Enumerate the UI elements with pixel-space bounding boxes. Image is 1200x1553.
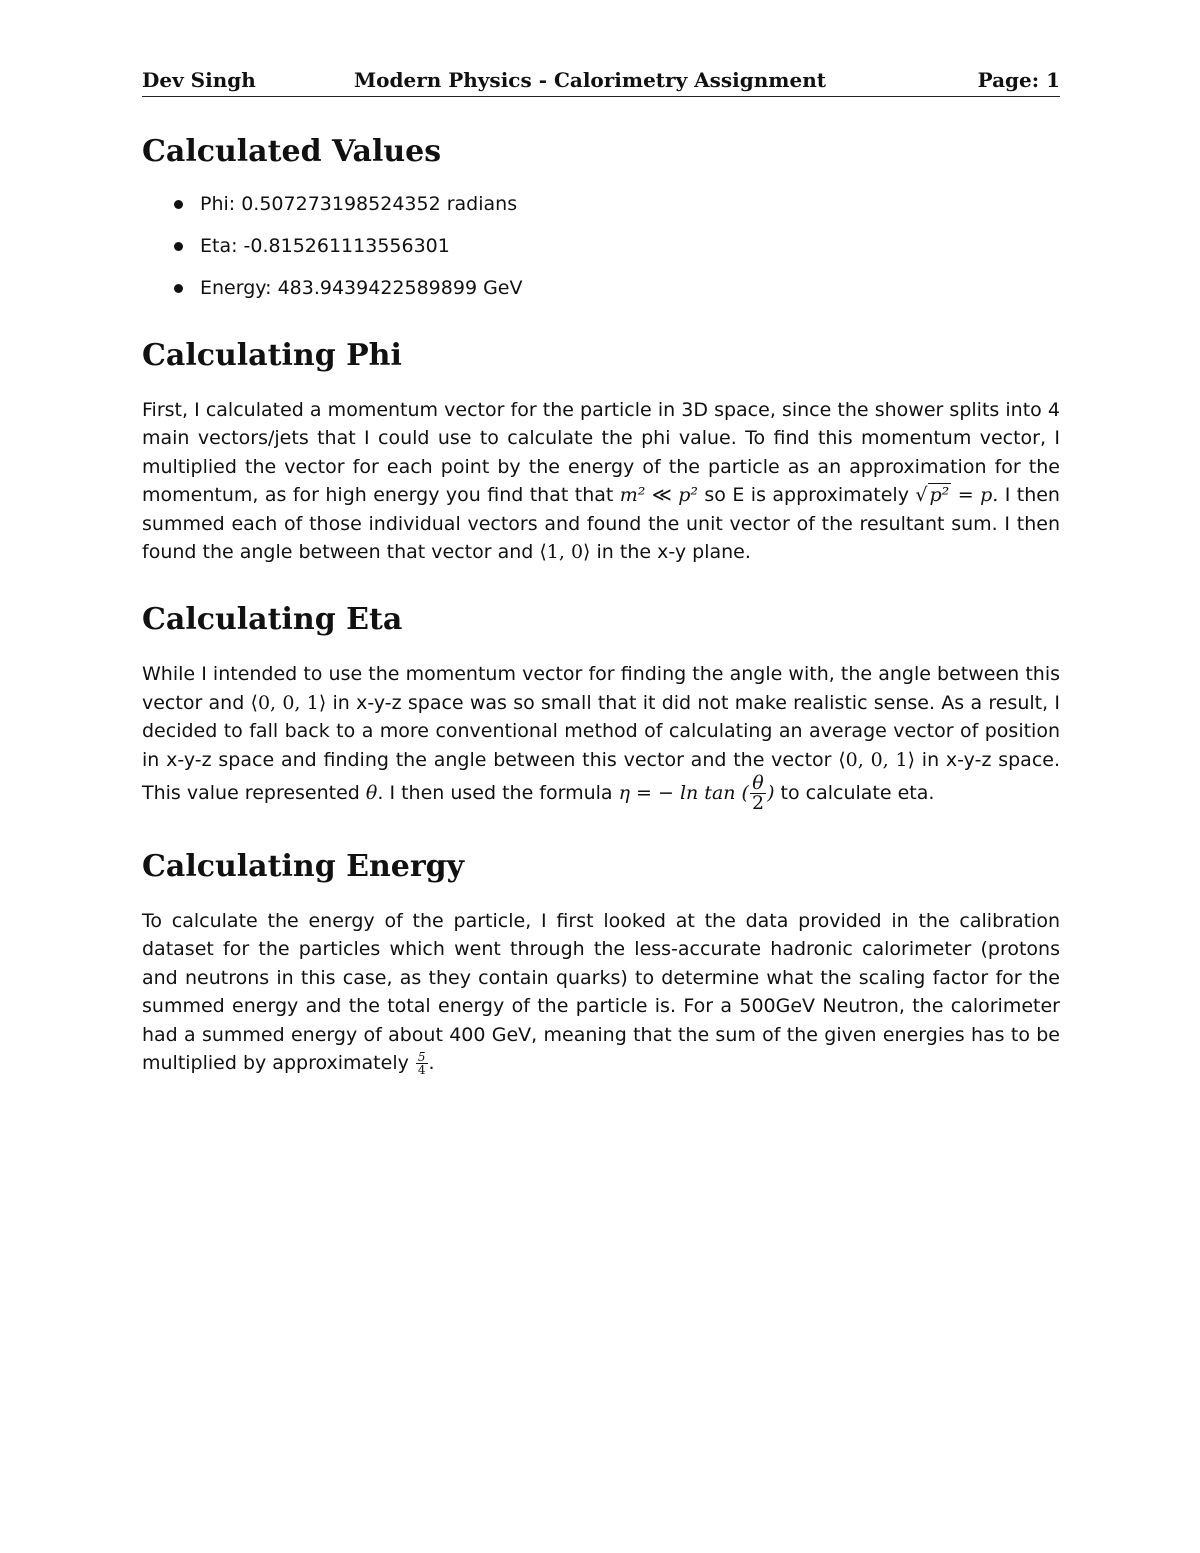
section-calculated-values <box>142 128 1060 302</box>
eta-text-1: While I intended to use the momentum vector for finding the angle with, the angle between this vector and <box>142 663 1060 714</box>
math-much-less: ≪ <box>645 484 679 507</box>
bullet-icon <box>174 242 183 251</box>
fraction-denominator: 2 <box>751 792 765 815</box>
document-body <box>142 128 1060 1078</box>
eta-text-4: . I then used the formula <box>377 782 619 805</box>
bullet-icon <box>174 200 183 209</box>
section-heading: Calculating Eta <box>142 602 403 638</box>
math-p-squared: p² <box>678 484 698 507</box>
section-calculating-energy <box>142 843 1060 1077</box>
section-heading: Calculated Values <box>142 134 442 169</box>
header-course-title: Modern Physics - Calorimetry Assignment <box>354 68 826 92</box>
eta-paragraph <box>142 660 1060 813</box>
header-author: Dev Singh <box>142 68 256 92</box>
phi-text-3: I then summed each of those individual vectors and found the unit vector of the resultant sum. I then found the angle between that vector and <box>142 484 1060 564</box>
list-item <box>142 274 1060 302</box>
section-calculating-eta <box>142 596 1060 813</box>
eta-text-3: in x-y-z space. This value represented <box>142 748 1060 805</box>
header-page-number: Page: 1 <box>977 68 1060 92</box>
sqrt-sign: √ <box>915 484 928 507</box>
math-vector: ⟨0, 0, 1⟩ <box>838 748 916 771</box>
section-heading: Calculating Phi <box>142 338 402 373</box>
section-heading: Calculating Energy <box>142 849 465 885</box>
value-phi: Phi: 0.507273198524352 radians <box>200 193 518 215</box>
value-energy: Energy: 483.9439422589899 GeV <box>200 277 523 299</box>
energy-paragraph <box>142 907 1060 1077</box>
math-close-paren: ) <box>767 782 775 805</box>
eta-text-2: in x-y-z space was so small that it did not make realistic sense. As a result, I decided to fall back to a more conventional method of calculating an average vector of position in x-y-z space and finding the angle between this vector and the vector <box>142 691 1061 771</box>
phi-paragraph <box>142 396 1060 566</box>
list-item <box>142 232 1060 260</box>
math-fraction <box>416 1051 428 1076</box>
bullet-icon <box>174 284 183 293</box>
phi-text-1: First, I calculated a momentum vector for the particle in 3D space, since the shower splits into 4 main vectors/jets that I could use to calculate the phi value. To find this momentum vector, I multiplied the vector for each point by the energy of the particle as an approximation for the momentum, as for high energy you find that that <box>142 399 1060 507</box>
math-eta-formula: η = − ln tan ( <box>618 782 749 805</box>
page-header <box>142 66 1060 97</box>
value-eta: Eta: -0.815261113556301 <box>200 235 450 257</box>
eta-text-5: to calculate eta. <box>774 782 935 805</box>
fraction-denominator: 4 <box>417 1063 426 1078</box>
math-m-squared: m² <box>619 484 646 507</box>
energy-text-2: . <box>428 1052 435 1075</box>
math-theta: θ <box>365 782 378 805</box>
phi-text-4: in the x-y plane. <box>590 541 751 564</box>
values-list <box>142 190 1060 302</box>
energy-text-1: To calculate the energy of the particle, I first looked at the data provided in the calibration dataset for the particles which went through the less-accurate hadronic calorimeter (protons and neutrons in this case, as they contain quarks) to determine what the scaling factor for the summed energy and the total energy of the particle is. For a 500GeV Neutron, the calorimeter had a summed energy of about 400 GeV, meaning that the sum of the given energies has to be multiplied by approximately <box>142 910 1060 1075</box>
list-item <box>142 190 1060 218</box>
fraction-numerator: 5 <box>417 1050 426 1065</box>
math-vector: ⟨1, 0⟩ <box>539 541 591 564</box>
math-equals-p: = p. <box>951 484 999 507</box>
fraction-numerator: θ <box>752 772 764 795</box>
phi-text-2: so E is approximately <box>697 484 916 507</box>
math-sqrt-body: p² <box>929 484 950 507</box>
math-vector: ⟨0, 0, 1⟩ <box>250 691 327 714</box>
math-fraction <box>750 774 766 813</box>
section-calculating-phi <box>142 332 1060 566</box>
